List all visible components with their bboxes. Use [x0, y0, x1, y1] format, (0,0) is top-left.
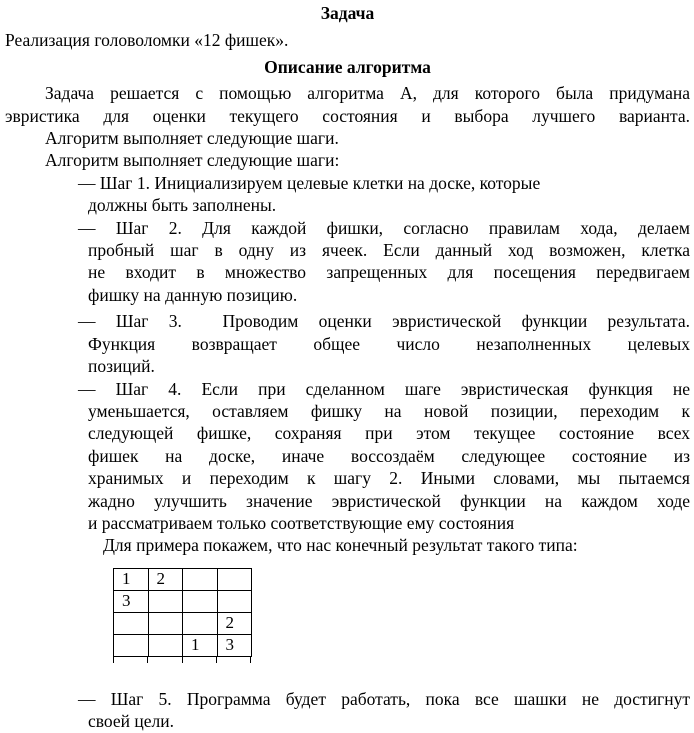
board-cell: 2	[217, 612, 252, 634]
board-clipped-cell	[147, 657, 181, 663]
board-cell: 3	[114, 590, 149, 612]
step-line: не входит в множество запрещенных для посещения передвигаем	[88, 262, 690, 283]
list-item-step-3	[5, 310, 690, 377]
paragraph-line: эвристика для оценки текущего состояния и выбора лучшего варианта.	[5, 105, 690, 126]
step-line: позиций.	[88, 356, 155, 377]
step-line: должны быть заполнены.	[88, 195, 277, 216]
step-line: — Шаг 4. Если при сделанном шаге эвристическая функция не	[78, 378, 690, 399]
list-item-step-5	[5, 688, 690, 733]
step-line: — Шаг 1. Инициализируем целевые клетки на доске, которые	[78, 172, 541, 193]
board-clipped-cell	[113, 657, 147, 663]
board-cell	[114, 612, 149, 634]
board-clipped-row	[113, 657, 251, 663]
board-cell: 3	[217, 634, 252, 656]
list-intro: Алгоритм выполняет следующие шаги:	[45, 150, 340, 171]
board-row	[114, 612, 252, 634]
board-cell	[114, 634, 149, 656]
doc-title: Задача	[320, 3, 375, 23]
board-cell	[217, 590, 252, 612]
board-cell: 1	[114, 568, 149, 590]
paragraph-line: Алгоритм выполняет следующие шаги.	[45, 128, 339, 149]
intro-paragraph	[5, 82, 690, 149]
board-cell	[148, 612, 183, 634]
board-cell	[183, 612, 218, 634]
step-line: своей цели.	[88, 711, 174, 732]
step-line: — Шаг 5. Программа будет работать, пока все шашки не достигнут	[78, 688, 690, 709]
step-line: — Шаг 2. Для каждой фишки, согласно правилам хода, делаем	[78, 217, 690, 238]
board-cell	[183, 590, 218, 612]
step-line: жадно улучшить значение эвристической функции на каждом ходе	[88, 490, 690, 511]
step-line: хранимых и переходим к шагу 2. Иными словами, мы пытаемся	[88, 468, 690, 489]
board-row	[114, 590, 252, 612]
board-cell	[148, 634, 183, 656]
board-cell	[217, 568, 252, 590]
example-caption: Для примера покажем, что нас конечный результат такого типа:	[103, 535, 578, 556]
step-line: — Шаг 3. Проводим оценки эвристической функции результата.	[78, 311, 690, 332]
list-item-step-2	[5, 217, 690, 307]
paragraph-line: Задача решается с помощью алгоритма А, для которого была придумана	[45, 83, 690, 104]
step-line: пробный шаг в одну из ячеек. Если данный ход возможен, клетка	[88, 240, 690, 261]
step-line: Функция возвращает общее число незаполненных целевых	[88, 333, 690, 354]
board-clipped-cell	[182, 657, 216, 663]
board-clipped-cell	[216, 657, 251, 663]
board-cell	[148, 590, 183, 612]
step-line: следующей фишке, сохраняя при этом текущее состояние всех	[88, 423, 690, 444]
section-heading: Описание алгоритма	[264, 56, 431, 77]
step-line: фишку на данную позицию.	[88, 284, 298, 305]
board-row	[114, 568, 252, 590]
board-cell: 1	[183, 634, 218, 656]
step-line: уменьшается, оставляем фишку на новой позиции, переходим к	[88, 400, 690, 421]
step-line: и рассматриваем только соответствующие ему состояния	[88, 512, 515, 533]
board-cell: 2	[148, 568, 183, 590]
list-item-step-4	[5, 378, 690, 557]
board-table	[113, 568, 252, 657]
doc-subtitle: Реализация головоломки «12 фишек».	[5, 30, 289, 51]
board-row	[114, 634, 252, 656]
step-line: фишек на доске, иначе воссоздаём следующее состояние из	[88, 445, 690, 466]
list-item-step-1	[5, 172, 690, 217]
board-cell	[183, 568, 218, 590]
